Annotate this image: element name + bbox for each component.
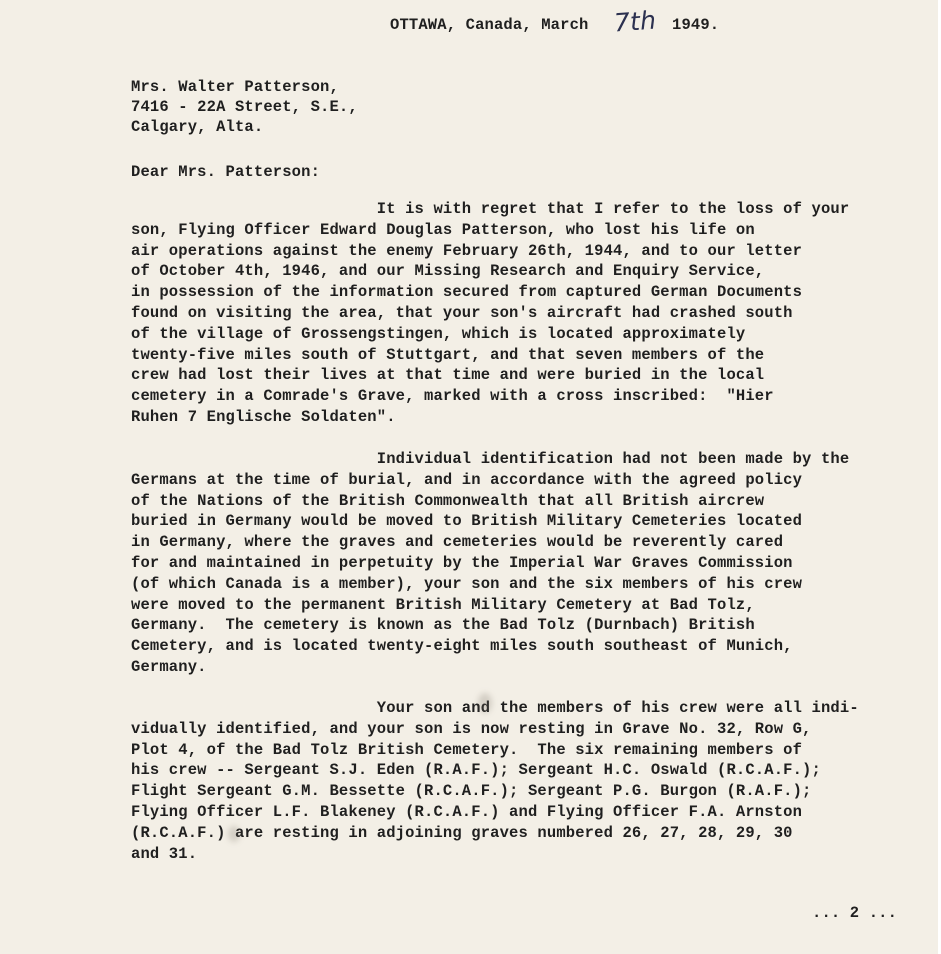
paragraph-line: Germany. xyxy=(131,657,207,676)
paragraph-line: crew had lost their lives at that time and were buried in the local xyxy=(131,366,765,385)
page-continuation: ... 2 ... xyxy=(812,904,898,922)
paragraph-line: Plot 4, of the Bad Tolz British Cemetery. The six remaining members of xyxy=(131,740,803,759)
paragraph-line: of the Nations of the British Commonwealth that all British aircrew xyxy=(131,491,765,510)
ink-smudge xyxy=(478,693,492,713)
paragraph-line: It is with regret that I refer to the loss of your xyxy=(131,200,850,218)
paragraph-line: Germany. The cemetery is known as the Bad Tolz (Durnbach) British xyxy=(131,616,755,635)
paragraph-line: found on visiting the area, that your son's aircraft had crashed south xyxy=(131,303,793,322)
paragraph-line: Germans at the time of burial, and in accordance with the agreed policy xyxy=(131,470,803,489)
paragraph-line: buried in Germany would be moved to British Military Cemeteries located xyxy=(131,512,803,531)
paragraph-line: (R.C.A.F.) are resting in adjoining graves numbered 26, 27, 28, 29, 30 xyxy=(131,823,793,842)
recipient-address xyxy=(131,77,358,137)
paragraph-line: for and maintained in perpetuity by the Imperial War Graves Commission xyxy=(131,553,793,572)
paragraph-line: cemetery in a Comrade's Grave, marked with a cross inscribed: "Hier xyxy=(131,387,774,406)
paragraph-line: in possession of the information secured from captured German Documents xyxy=(131,283,803,302)
address-line: 7416 - 22A Street, S.E., xyxy=(131,98,358,116)
year: 1949. xyxy=(672,16,720,34)
paragraph-line: Flight Sergeant G.M. Bessette (R.C.A.F.); Sergeant P.G. Burgon (R.A.F.); xyxy=(131,782,812,801)
paragraph-line: twenty-five miles south of Stuttgart, and that seven members of the xyxy=(131,345,765,364)
place-date: OTTAWA, Canada, March xyxy=(390,16,589,34)
paragraph-line: son, Flying Officer Edward Douglas Patterson, who lost his life on xyxy=(131,220,755,239)
paragraph-line: Individual identification had not been made by the xyxy=(131,450,850,468)
paragraph-line: Ruhen 7 Englische Soldaten". xyxy=(131,407,396,426)
paragraph-line: Cemetery, and is located twenty-eight miles south southeast of Munich, xyxy=(131,637,793,656)
address-line: Mrs. Walter Patterson, xyxy=(131,78,339,96)
handwritten-day: 7th xyxy=(613,5,657,38)
paragraph-line: Your son and the members of his crew were all indi- xyxy=(131,699,859,717)
paragraph-line: were moved to the permanent British Military Cemetery at Bad Tolz, xyxy=(131,595,755,614)
paragraph-line: of the village of Grossengstingen, which is located approximately xyxy=(131,324,746,343)
paragraph-line: (of which Canada is a member), your son and the six members of his crew xyxy=(131,574,803,593)
paragraph-line: vidually identified, and your son is now resting in Grave No. 32, Row G, xyxy=(131,719,812,738)
paragraph-line: and 31. xyxy=(131,844,198,863)
paragraph-line: of October 4th, 1946, and our Missing Research and Enquiry Service, xyxy=(131,262,765,281)
address-line: Calgary, Alta. xyxy=(131,118,264,136)
ink-smudge xyxy=(228,826,240,842)
paragraph-line: air operations against the enemy February 26th, 1944, and to our letter xyxy=(131,241,803,260)
paragraph-3 xyxy=(131,698,859,864)
paragraph-line: his crew -- Sergeant S.J. Eden (R.A.F.); Sergeant H.C. Oswald (R.C.A.F.); xyxy=(131,761,821,780)
paragraph-line: Flying Officer L.F. Blakeney (R.C.A.F.) and Flying Officer F.A. Arnston xyxy=(131,802,803,821)
salutation: Dear Mrs. Patterson: xyxy=(131,163,321,181)
paragraph-line: in Germany, where the graves and cemeteries would be reverently cared xyxy=(131,533,784,552)
paragraph-2 xyxy=(131,449,849,678)
paragraph-1 xyxy=(131,199,849,428)
